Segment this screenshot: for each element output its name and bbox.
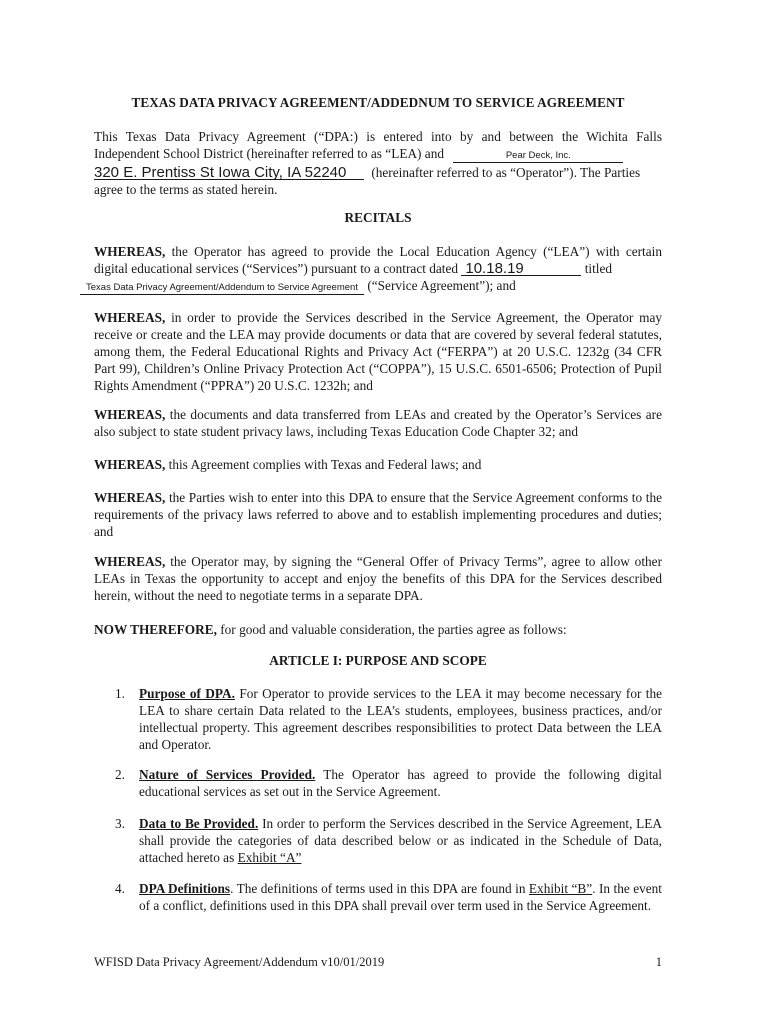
page-footer: [94, 955, 662, 970]
intro-line-1: This Texas Data Privacy Agreement (“DPA:) is entered into by and between the Wichita Falls: [94, 129, 662, 144]
exhibit-a-link[interactable]: Exhibit “A”: [237, 850, 302, 865]
recital-2-text: in order to provide the Services described in the Service Agreement, the Operator may receive or create and the LEA may provide documents or data that are covered by several federal statutes, among them, the Federal Educational Rights and Privacy Act (“FERPA”) at 20 U.S.C. 1232g (34 CFR Part 99), Children’s Online Privacy Protection Act (“COPPA”), 15 U.S.C. 6501-6506; Protection of Pupil Rights Amendment (“PPRA”) 20 U.S.C. 1232h; and: [94, 310, 662, 393]
page-number: 1: [655, 955, 662, 969]
operator-name-field[interactable]: Pear Deck, Inc.: [453, 149, 623, 163]
exhibit-b-link[interactable]: Exhibit “B”: [528, 881, 593, 896]
whereas-label: WHEREAS,: [94, 407, 166, 422]
item-number: 1.: [115, 686, 125, 701]
recital-1-line-3: [80, 277, 662, 295]
article-item-4: [115, 880, 662, 914]
intro-line-3: [94, 164, 662, 181]
recital-4: [94, 456, 662, 473]
recital-1: [86, 243, 662, 295]
recital-4-text: this Agreement complies with Texas and Federal laws; and: [168, 457, 482, 472]
footer-label: WFISD Data Privacy Agreement/Addendum v10/01/2019: [94, 955, 385, 969]
intro-paragraph: [94, 128, 662, 198]
intro-line-2-text: Independent School District (hereinafter referred to as “LEA) and: [94, 146, 444, 161]
item-text-a: . The definitions of terms used in this DPA are found in: [230, 881, 526, 896]
recital-5: [94, 489, 662, 540]
recital-6-text: the Operator may, by signing the “General Offer of Privacy Terms”, agree to allow other LEAs in Texas the opportunity to accept and enjoy the benefits of this DPA for the Services described herein, without the need to negotiate terms in a separate DPA.: [94, 554, 663, 603]
recital-2: [94, 309, 662, 394]
intro-line-4: agree to the terms as stated herein.: [94, 182, 278, 197]
operator-address-field[interactable]: 320 E. Prentiss St Iowa City, IA 52240: [94, 166, 364, 180]
whereas-label: WHEREAS,: [94, 457, 166, 472]
recital-5-text: the Parties wish to enter into this DPA to ensure that the Service Agreement conforms to the requirements of the privacy laws referred to above and to establish implementing procedures and duties; and: [94, 490, 663, 539]
document-title: TEXAS DATA PRIVACY AGREEMENT/ADDEDNUM TO SERVICE AGREEMENT: [131, 95, 625, 110]
recital-1-text-a: the Operator has agreed to provide the Local Education Agency (“LEA”) with certain: [171, 244, 662, 259]
now-therefore-label: NOW THEREFORE,: [94, 622, 217, 637]
whereas-label: WHEREAS,: [94, 244, 166, 259]
now-therefore-text: for good and valuable consideration, the parties agree as follows:: [220, 622, 567, 637]
article-item-3: [115, 815, 663, 866]
item-number: 2.: [115, 767, 125, 782]
item-body: [139, 766, 662, 800]
item-number: 4.: [115, 881, 125, 896]
item-body: [139, 685, 662, 753]
item-term: Nature of Services Provided.: [139, 767, 316, 782]
item-term: DPA Definitions: [139, 881, 231, 896]
recital-1-text-b: digital educational services (“Services”) pursuant to a contract dated: [94, 261, 459, 276]
article-item-2: [115, 766, 663, 800]
article-item-1: [115, 685, 662, 753]
contract-date-field[interactable]: 10.18.19: [461, 262, 581, 276]
recital-1-line-2: [94, 260, 662, 277]
contract-title-field[interactable]: Texas Data Privacy Agreement/Addendum to Service Agreement: [80, 281, 364, 295]
recitals-heading: RECITALS: [344, 210, 412, 225]
item-term: Purpose of DPA.: [139, 686, 235, 701]
recital-1-text-d: (“Service Agreement”); and: [367, 278, 516, 293]
item-body: [139, 815, 662, 866]
recital-1-text-c: titled: [584, 261, 613, 276]
whereas-label: WHEREAS,: [94, 490, 166, 505]
article-heading: ARTICLE I: PURPOSE AND SCOPE: [269, 653, 487, 668]
item-term: Data to Be Provided.: [139, 816, 259, 831]
recital-6: [94, 553, 662, 604]
whereas-label: WHEREAS,: [94, 310, 166, 325]
recital-3: [94, 406, 662, 440]
whereas-label: WHEREAS,: [94, 554, 166, 569]
item-text: In order to perform the Services described in the Service Agreement, LEA shall provide the categories of data described below or as indicated in the Schedule of Data, attached hereto as: [139, 816, 663, 865]
item-number: 3.: [115, 816, 125, 831]
intro-line-3-text: (hereinafter referred to as “Operator”). The Parties: [371, 165, 641, 180]
item-body: [139, 880, 662, 914]
item-text: The Operator has agreed to provide the following digital educational services as set out in the Service Agreement.: [139, 767, 663, 799]
item-text: For Operator to provide services to the LEA it may become necessary for the LEA to share certain Data related to the LEA’s students, employees, business practices, and/or intellectual property. This agreement describes responsibilities to protect Data between the LEA and Operator.: [139, 686, 662, 752]
now-therefore-paragraph: [94, 621, 662, 638]
intro-line-2: [94, 145, 662, 163]
recital-1-line-1: [94, 243, 662, 260]
recital-3-text: the documents and data transferred from LEAs and created by the Operator’s Services are also subject to state student privacy laws, including Texas Education Code Chapter 32; and: [94, 407, 662, 439]
item-text-b: . In the event of a conflict, definitions used in this DPA shall prevail over term used in the Service Agreement.: [139, 881, 662, 913]
